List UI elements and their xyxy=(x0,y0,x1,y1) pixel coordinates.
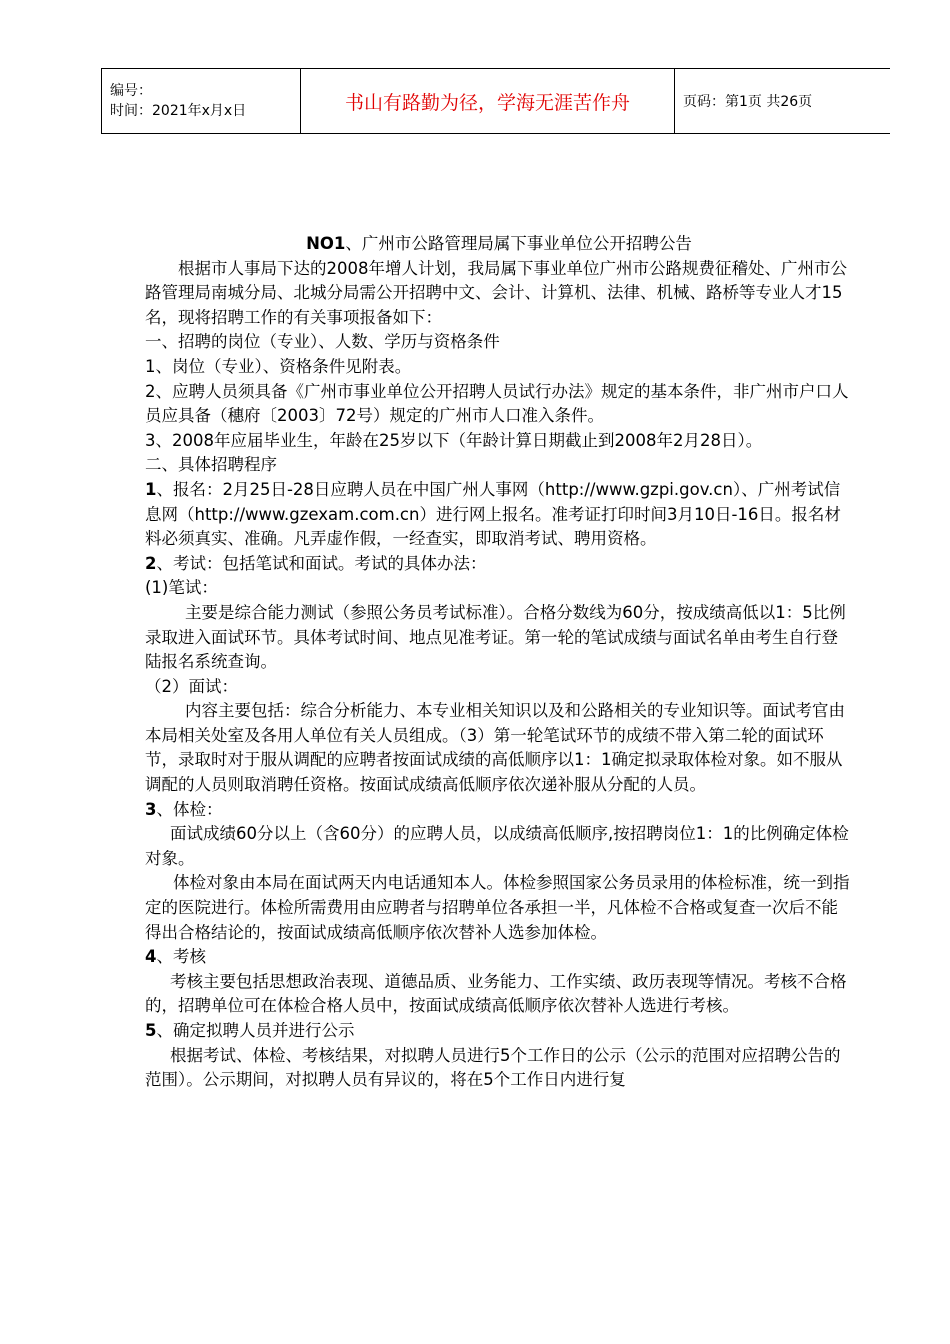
intro-paragraph: 根据市人事局下达的2008年增人计划，我局属下事业单位广州市公路规费征稽处、广州市公路管理局南城分局、北城分局需公开招聘中文、会计、计算机、法律、机械、路桥等专业人才15名，现将招聘工作的有关事项报备如下： xyxy=(145,258,847,327)
written-exam-label: (1)笔试： xyxy=(145,578,218,598)
step-5-number: 5 xyxy=(145,1021,157,1040)
header-meta-cell xyxy=(101,69,301,133)
step-2-exam xyxy=(145,552,853,577)
step-4-text: 、考核 xyxy=(156,947,206,967)
step-3-number: 3 xyxy=(145,799,157,819)
written-exam-text: 主要是综合能力测试（参照公务员考试标准）。合格分数线为60分，按成绩高低以1：5比例录取进入面试环节。具体考试时间、地点见准考证。第一轮的笔试成绩与面试名单由考生自行登陆报名系统查询。 xyxy=(145,602,846,672)
motto: 书山有路勤为径，学海无涯苦作舟 xyxy=(344,91,630,114)
step-1-number: 1 xyxy=(145,479,157,499)
step-3-physical xyxy=(145,798,853,823)
physical-paragraph-1: 面试成绩60分以上（含60分）的应聘人员，以成绩高低顺序,按招聘岗位1：1的比例确定体检对象。 xyxy=(145,824,849,868)
step-1-text: 、报名：2月25日-28日应聘人员在中国广州人事网（http://www.gzpi.gov.cn）、广州考试信息网（http://www.gzexam.com.cn）进行网上报名。准考证打印时间3月10日-16日。报名材料必须真实、准确。凡弄虚作假，一经查实，即取消考试、聘用资格。 xyxy=(145,479,841,549)
step-2-number: 2 xyxy=(145,553,157,573)
interview-label: （2）面试： xyxy=(145,676,238,696)
step-5-text: 、确定拟聘人员并进行公示 xyxy=(156,1021,355,1040)
section-1-item-1: 1、岗位（专业）、资格条件见附表。 xyxy=(145,356,412,376)
title-text: 、广州市公路管理局属下事业单位公开招聘公告 xyxy=(345,234,692,253)
header-motto-cell xyxy=(301,69,675,133)
document-title xyxy=(145,232,853,257)
publicity-paragraph: 根据考试、体检、考核结果，对拟聘人员进行5个工作日的公示（公示的范围对应招聘公告的范围）。公示期间，对拟聘人员有异议的，将在5个工作日内进行复 xyxy=(145,1045,841,1090)
physical-paragraph-2: 体检对象由本局在面试两天内电话通知本人。体检参照国家公务员录用的体检标准，统一到指定的医院进行。体检所需费用由应聘者与招聘单位各承担一半，凡体检不合格或复查一次后不能得出合格结论的，按面试成绩高低顺序依次替补人选参加体检。 xyxy=(145,873,850,942)
serial-number-label: 编号： xyxy=(110,83,152,99)
step-3-text: 、体检： xyxy=(156,799,223,819)
step-1-registration xyxy=(145,478,853,552)
section-1-item-2: 2、应聘人员须具备《广州市事业单位公开招聘人员试行办法》规定的基本条件，非广州市户口人员应具备（穗府〔2003〕72号）规定的广州市人口准入条件。 xyxy=(145,381,849,426)
step-2-text: 、考试：包括笔试和面试。考试的具体办法： xyxy=(156,553,487,573)
step-4-number: 4 xyxy=(145,947,157,967)
header-page-cell xyxy=(675,69,890,133)
time-label: 时间：2021年x月x日 xyxy=(110,103,247,119)
section-1-item-3: 3、2008年应届毕业生，年龄在25岁以下（年龄计算日期截止到2008年2月28日）。 xyxy=(145,430,763,450)
page-info: 页码：第1页 共26页 xyxy=(683,94,813,110)
assessment-paragraph: 考核主要包括思想政治表现、道德品质、业务能力、工作实绩、政历表现等情况。考核不合格的，招聘单位可在体检合格人员中，按面试成绩高低顺序依次替补人选进行考核。 xyxy=(145,971,847,1016)
section-1-heading: 一、招聘的岗位（专业）、人数、学历与资格条件 xyxy=(145,332,500,352)
section-2-heading: 二、具体招聘程序 xyxy=(145,455,277,475)
document-body xyxy=(145,232,853,1093)
interview-text: 内容主要包括：综合分析能力、本专业相关知识以及和公路相关的专业知识等。面试考官由本局相关处室及各用人单位有关人员组成。（3）第一轮笔试环节的成绩不带入第二轮的面试环节，录取时对于服从调配的应聘者按面试成绩的高低顺序以1：1确定拟录取体检对象。如不服从调配的人员则取消聘任资格。按面试成绩高低顺序依次递补服从分配的人员。 xyxy=(145,701,845,795)
step-4-assessment xyxy=(145,945,853,970)
page-header xyxy=(101,68,890,134)
step-5-publicity xyxy=(145,1019,853,1044)
title-prefix: NO1 xyxy=(306,234,346,253)
